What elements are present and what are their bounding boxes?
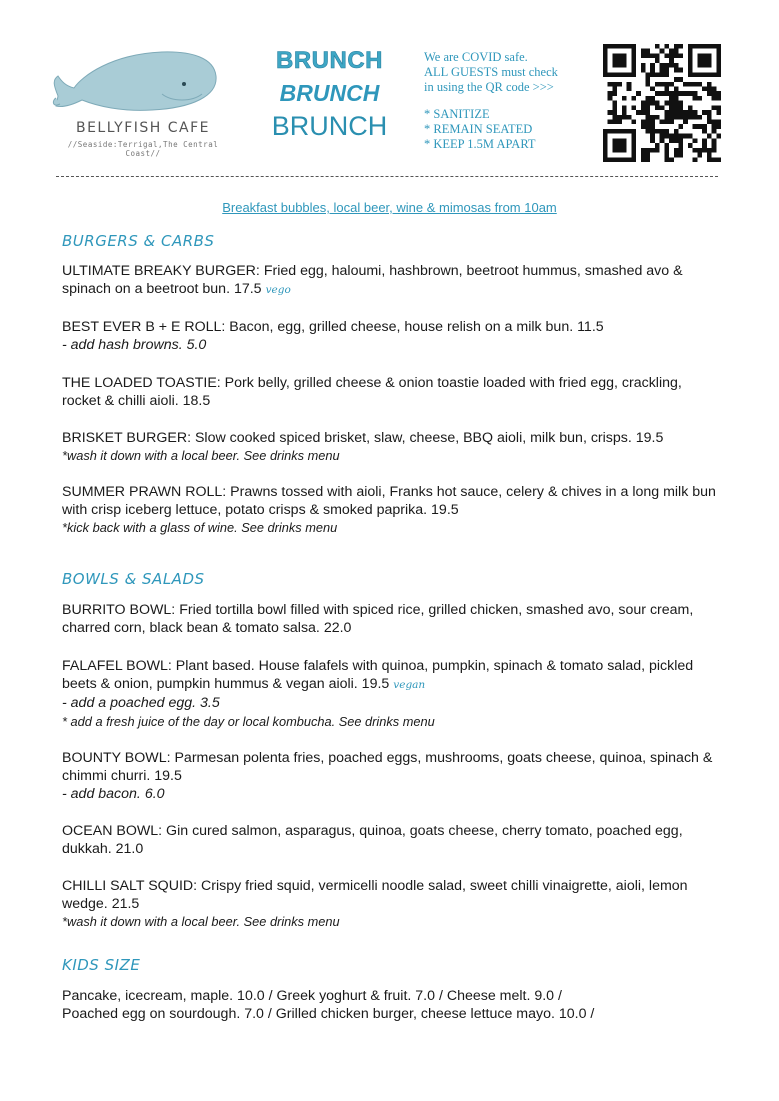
item-addon: - add bacon. 6.0 <box>62 786 165 803</box>
menu-item <box>62 483 722 538</box>
kids-menu <box>62 987 722 1023</box>
item-description: BEST EVER B + E ROLL: Bacon, egg, grilled cheese, house relish on a milk bun. 11.5 <box>62 319 604 335</box>
menu-item <box>62 822 722 858</box>
item-description: OCEAN BOWL: Gin cured salmon, asparagus, quinoa, goats cheese, cherry tomato, poached egg, dukkah. 21.0 <box>62 823 683 858</box>
cafe-logo <box>48 42 238 158</box>
covid-line: ALL GUESTS must check <box>424 65 558 79</box>
item-description: ULTIMATE BREAKY BURGER: Fried egg, haloumi, hashbrown, beetroot hummus, smashed avo & spinach on a beetroot bun. 17.5 <box>62 263 683 298</box>
menu-item <box>62 601 722 637</box>
section-title-bowls: BOWLS & SALADS <box>62 570 205 588</box>
kids-line: Poached egg on sourdough. 7.0 / Grilled chicken burger, cheese lettuce mayo. 10.0 / <box>62 1006 595 1023</box>
whale-icon <box>52 46 222 118</box>
covid-notice <box>424 50 599 152</box>
item-note: *wash it down with a local beer. See drinks menu <box>62 448 340 464</box>
item-description: BOUNTY BOWL: Parmesan polenta fries, poached eggs, mushrooms, goats cheese, quinoa, spinach & chimmi churri. 19.5 <box>62 750 713 785</box>
item-addon: - add a poached egg. 3.5 <box>62 695 220 712</box>
item-note: * add a fresh juice of the day or local kombucha. See drinks menu <box>62 713 435 729</box>
item-description: THE LOADED TOASTIE: Pork belly, grilled cheese & onion toastie loaded with fried egg, crackling, rocket & chilli aioli. 18.5 <box>62 375 682 410</box>
title-line-1: BRUNCH <box>276 47 383 74</box>
diet-tag: vego <box>265 284 291 297</box>
item-description: BRISKET BURGER: Slow cooked spiced brisket, slaw, cheese, BBQ aioli, milk bun, crisps. 19.5 <box>62 430 664 446</box>
kids-line: Pancake, icecream, maple. 10.0 / Greek yoghurt & fruit. 7.0 / Cheese melt. 9.0 / <box>62 988 562 1004</box>
logo-name: BELLYFISH CAFE <box>75 120 211 136</box>
menu-item <box>62 657 722 731</box>
section-title-kids: KIDS SIZE <box>62 956 141 974</box>
item-note: *wash it down with a local beer. See drinks menu <box>62 914 340 930</box>
item-description: FALAFEL BOWL: Plant based. House falafels with quinoa, pumpkin, spinach & tomato salad, pickled beets & onion, pumpkin hummus & vegan aioli. 19.5 <box>62 658 694 693</box>
item-description: BURRITO BOWL: Fried tortilla bowl filled with spiced rice, grilled chicken, smashed avo, sour cream, charred corn, black bean & tomato salsa. 22.0 <box>62 602 694 637</box>
diet-tag: vegan <box>393 679 426 692</box>
qr-code-icon[interactable] <box>603 44 721 162</box>
menu-item <box>62 429 722 465</box>
title-line-2: BRUNCH <box>279 80 380 106</box>
logo-tagline: //Seaside:Terrigal,The Central Coast// <box>67 140 219 158</box>
menu-item <box>62 374 722 410</box>
covid-rule: * SANITIZE <box>424 107 490 121</box>
item-description: CHILLI SALT SQUID: Crispy fried squid, vermicelli noodle salad, sweet chilli vinaigrette, aioli, lemon wedge. 21.5 <box>62 878 688 913</box>
menu-item <box>62 877 722 932</box>
menu-item <box>62 262 722 299</box>
dashed-divider <box>56 176 718 177</box>
covid-rule: * REMAIN SEATED <box>424 122 533 136</box>
covid-rule: * KEEP 1.5M APART <box>424 137 536 151</box>
item-addon: - add hash browns. 5.0 <box>62 337 207 354</box>
title-line-3: BRUNCH <box>271 111 388 141</box>
menu-item <box>62 318 722 354</box>
drinks-tagline: Breakfast bubbles, local beer, wine & mimosas from 10am <box>222 200 557 215</box>
section-title-burgers: BURGERS & CARBS <box>62 232 215 250</box>
menu-title <box>262 44 397 144</box>
item-description: SUMMER PRAWN ROLL: Prawns tossed with aioli, Franks hot sauce, celery & chives in a long milk bun with crisp iceberg lettuce, potato crisps & smoked paprika. 19.5 <box>62 484 716 519</box>
covid-line: in using the QR code >>> <box>424 80 554 94</box>
menu-item <box>62 749 722 804</box>
item-note: *kick back with a glass of wine. See drinks menu <box>62 520 338 536</box>
covid-line: We are COVID safe. <box>424 50 528 64</box>
